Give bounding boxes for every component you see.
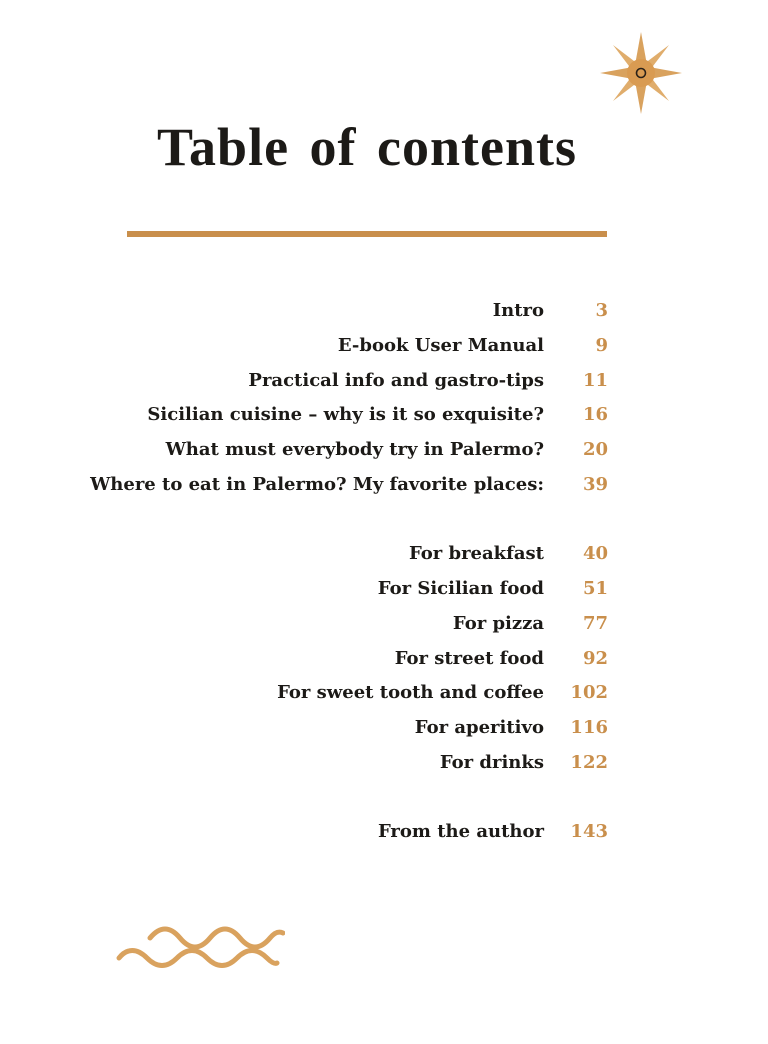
- toc-entry-label: What must everybody try in Palermo?: [165, 439, 544, 460]
- toc-entry-page: 16: [582, 404, 608, 425]
- toc-entry[interactable]: [0, 678, 768, 708]
- toc-entry-page: 122: [570, 752, 608, 773]
- toc-entry[interactable]: [0, 435, 768, 465]
- toc-entry-label: E-book User Manual: [337, 335, 544, 356]
- toc-entry-label: Where to eat in Palermo? My favorite places:: [90, 474, 544, 495]
- toc-entry[interactable]: [0, 748, 768, 778]
- toc-entry[interactable]: [0, 539, 768, 569]
- toc-entry-page: 77: [582, 613, 608, 634]
- toc-entry-label: For drinks: [439, 752, 544, 773]
- page-title: Table of contents: [156, 117, 578, 177]
- toc-entry-page: 11: [582, 370, 608, 391]
- toc-entry-label: Sicilian cuisine – why is it so exquisite?: [147, 404, 544, 425]
- toc-entry-page: 9: [595, 335, 608, 356]
- toc-entry[interactable]: [0, 331, 768, 361]
- toc-entry-page: 39: [582, 474, 608, 495]
- toc-entry-page: 40: [582, 543, 608, 564]
- toc-entry-page: 102: [570, 682, 608, 703]
- toc-entry-page: 143: [570, 821, 608, 842]
- toc-entry-label: From the author: [377, 821, 544, 842]
- toc-entry-label: For sweet tooth and coffee: [277, 682, 544, 703]
- toc-entry-page: 116: [570, 717, 608, 738]
- toc-entry-page: 3: [595, 300, 608, 321]
- wavy-lines-ornament: [115, 920, 285, 972]
- toc-entry[interactable]: [0, 644, 768, 674]
- toc-entry[interactable]: [0, 713, 768, 743]
- toc-entry-label: For aperitivo: [414, 717, 544, 738]
- toc-entry[interactable]: [0, 574, 768, 604]
- toc-entry-label: Intro: [492, 300, 544, 321]
- toc-entry[interactable]: [0, 296, 768, 326]
- toc-entry[interactable]: [0, 817, 768, 847]
- toc-entry[interactable]: [0, 470, 768, 500]
- toc-entry-page: 20: [582, 439, 608, 460]
- toc-entry-page: 51: [582, 578, 608, 599]
- toc-entry-label: Practical info and gastro-tips: [248, 370, 544, 391]
- toc-entry-label: For street food: [394, 648, 544, 669]
- toc-entry-label: For Sicilian food: [377, 578, 544, 599]
- toc-entry[interactable]: [0, 400, 768, 430]
- toc-entry-label: For pizza: [452, 613, 544, 634]
- toc-entry-page: 92: [582, 648, 608, 669]
- toc-entry[interactable]: [0, 609, 768, 639]
- toc-entry-label: For breakfast: [408, 543, 544, 564]
- toc-entry[interactable]: [0, 366, 768, 396]
